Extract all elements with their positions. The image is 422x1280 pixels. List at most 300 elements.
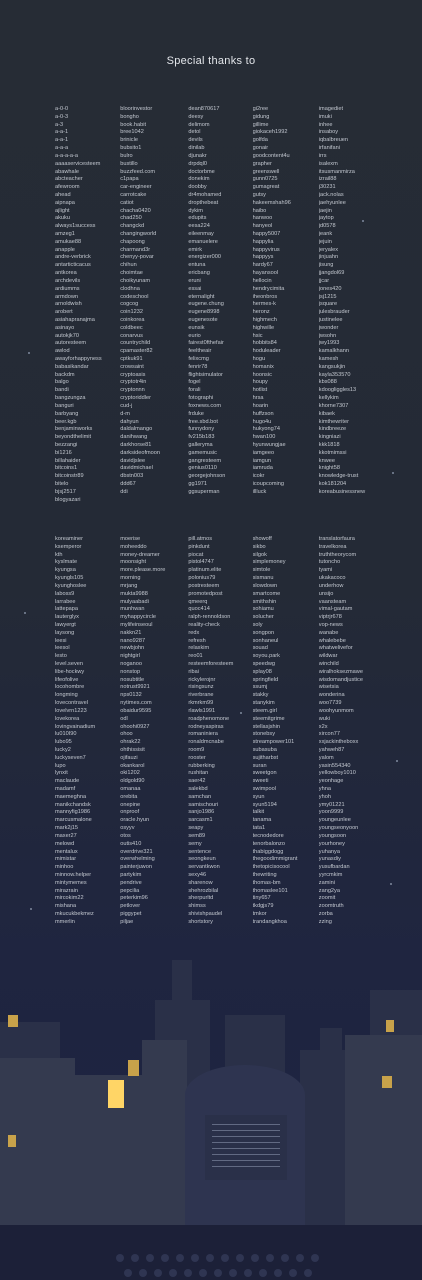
contributor-name: pill.atmos — [188, 536, 212, 542]
contributor-name: relaxkim — [188, 645, 210, 652]
contributor-name: tanama — [252, 817, 272, 824]
contributor-name: emanuelere — [188, 238, 218, 245]
contributor-name: lovelvrn1223 — [55, 707, 87, 714]
contributor-name: stonebsy — [252, 731, 275, 738]
contributor-name: hukyong74 — [252, 426, 280, 433]
contributor-name: soyou.park — [252, 653, 280, 660]
contributor-name: doobby — [188, 184, 207, 191]
contributor-name: mukta9988 — [120, 590, 148, 597]
contributor-name: goodcontent4u — [252, 152, 290, 159]
contributor-name: refresh — [188, 637, 206, 644]
contributor-name: minhoo — [55, 864, 74, 871]
contributor-name: yourhoney — [318, 840, 345, 847]
contributor-name: ymy01221 — [318, 801, 345, 808]
contributor-name: tutoncho — [318, 559, 341, 566]
contributor-name: icokr — [252, 473, 265, 480]
contributor-name: swimpool — [252, 786, 276, 792]
contributor-name: lubo95 — [55, 739, 72, 746]
contributor-name: ohoohi0927 — [120, 723, 150, 730]
contributor-name: abawhale — [55, 168, 79, 175]
contributor-name: reality-check — [188, 621, 220, 628]
contributor-name: more.please.more — [120, 567, 166, 574]
contributor-name: fairest0fthefair — [188, 340, 224, 347]
contributor-name: dbstn003 — [120, 473, 144, 480]
contributor-name: irfanifani — [318, 145, 340, 152]
star-icon — [396, 760, 398, 762]
contributor-name: donekim — [188, 176, 210, 183]
contributor-name: asinayo — [55, 324, 75, 331]
contributor-name: newbjohn — [120, 645, 145, 652]
contributor-name: leesol — [55, 645, 70, 652]
contributor-name: rickylerojnr — [188, 676, 216, 683]
contributor-name: yoon9999 — [318, 809, 344, 816]
contributor-name: sismanu — [252, 575, 274, 582]
contributor-name: daldalmango — [120, 426, 153, 433]
contributor-name: ronaldmcnabe — [188, 739, 224, 746]
contributor-name: dean870617 — [188, 106, 220, 112]
contributor-name: houpy — [252, 379, 268, 386]
contributor-name: speedwg — [252, 661, 276, 667]
contributor-name: happylia — [252, 238, 274, 245]
name-column — [120, 536, 188, 927]
contributor-name: knowledge-trust — [318, 473, 359, 480]
contributor-name: hrsa — [252, 395, 264, 402]
contributor-name: hogu — [252, 356, 266, 362]
contributor-name: gangresteem — [188, 457, 222, 464]
contributor-name: antkorea — [55, 270, 77, 277]
contributor-name: shortstory — [188, 918, 213, 925]
contributor-name: bandi — [55, 387, 69, 394]
contributor-name: saer42 — [188, 778, 206, 785]
contributor-name: stellasjshin — [252, 723, 280, 730]
contributor-name: happy5007 — [252, 231, 281, 237]
contributor-name: maclaude — [55, 778, 80, 785]
contributor-name: danihwang — [120, 434, 148, 441]
contributor-name: irrs — [318, 152, 327, 159]
contributor-name: yeonhage — [318, 778, 344, 785]
contributor-name: youngsoon — [318, 832, 347, 839]
contributor-name: forali — [188, 387, 201, 394]
contributor-name: overdrive321 — [120, 848, 153, 855]
contributor-name: solucher — [252, 614, 274, 621]
contributor-name: yunasdiy — [318, 856, 341, 863]
contributor-name: outis410 — [120, 840, 142, 847]
contributor-name: catiot — [120, 199, 134, 206]
contributor-name: izrail88 — [318, 176, 337, 183]
contributor-name: fogel — [188, 379, 201, 386]
contributor-name: wildwar — [318, 653, 338, 660]
contributor-name: flightsimulator — [188, 371, 223, 378]
contributor-name: mulyaabadi — [120, 598, 149, 605]
contributor-name: underhow — [318, 582, 344, 589]
contributor-name: oki1202 — [120, 770, 140, 777]
contributor-name: bitelo — [55, 481, 69, 487]
star-icon — [28, 352, 30, 354]
contributor-name: suran — [252, 762, 267, 769]
contributor-name: kkotmimssi — [318, 449, 347, 456]
contributor-name: awayforhappyness — [55, 356, 102, 362]
contributor-name: c1papa — [120, 176, 139, 183]
contributor-name: otos — [120, 832, 131, 839]
contributor-name: ddd67 — [120, 481, 136, 487]
contributor-name: thabiggdogg — [252, 848, 284, 855]
name-column — [319, 536, 385, 927]
contributor-name: knight58 — [318, 465, 340, 472]
contributor-name: vaansteam — [318, 598, 347, 605]
contributor-name: lauterglyx — [55, 614, 79, 621]
contributor-name: bulro — [120, 152, 133, 159]
contributor-name: fenrir78 — [188, 363, 208, 370]
contributor-name: wisetsia — [318, 684, 339, 691]
contributor-name: showoff — [252, 536, 272, 542]
contributor-name: ohrak22 — [120, 739, 141, 746]
contributor-name: zzing — [318, 918, 332, 925]
contributor-name: sweetgon — [252, 770, 277, 777]
contributor-name: wuki — [318, 715, 330, 722]
contributor-name: genius0110 — [188, 465, 217, 472]
name-column — [188, 536, 252, 927]
contributor-name: jejuin — [318, 238, 332, 245]
contributor-name: knwee — [318, 457, 335, 464]
contributor-name: wanabe — [318, 629, 339, 636]
contributor-name: darksideofmoon — [120, 449, 161, 456]
contributor-name: oldgold90 — [120, 778, 145, 785]
contributor-name: xxjackintheboxx — [318, 739, 359, 746]
contributor-name: painterjuwon — [120, 864, 152, 871]
contributor-name: highmech — [252, 316, 277, 323]
contributor-name: shimss — [188, 903, 206, 910]
contributor-name: qmeerq — [188, 598, 208, 605]
contributor-name: chacha0420 — [120, 207, 151, 214]
contributor-name: a-a-1 — [55, 129, 69, 136]
contributor-name: steemitgrime — [252, 715, 285, 722]
contributor-name: foxnews.com — [188, 402, 222, 409]
contributor-name: cptkuk91 — [120, 356, 143, 362]
contributor-name: julesbrauder — [318, 309, 350, 316]
contributor-name: nakkn21 — [120, 629, 142, 636]
contributor-name: deesy — [188, 113, 204, 120]
contributor-name: laboss9 — [55, 590, 75, 597]
contributor-name: mylifeinseoul — [120, 621, 153, 628]
city-night-illustration — [0, 940, 422, 1280]
contributor-name: insaboy — [318, 129, 339, 136]
contributor-name: iamruda — [252, 465, 273, 472]
contributor-name: zoomtruth — [318, 903, 344, 910]
contributor-name: carrotcake — [120, 191, 147, 198]
contributor-name: kok181204 — [318, 481, 347, 487]
name-column — [319, 106, 385, 504]
contributor-name: jwonder — [318, 324, 339, 331]
contributor-name: translatorfaura — [318, 536, 355, 542]
contributor-name: yuhanya — [318, 848, 340, 855]
contributor-name: lawyergt — [55, 621, 76, 628]
contributor-name: melowd — [55, 840, 75, 847]
contributor-name: hoonsic — [252, 371, 272, 378]
contributor-name: simtole — [252, 567, 271, 574]
contributor-name: cogcog — [120, 301, 139, 308]
contributor-name: yhoh — [318, 793, 331, 800]
contributor-name: laysong — [55, 629, 75, 636]
contributor-name: mircokim22 — [55, 895, 84, 902]
contributor-name: thegoodimmigrant — [252, 856, 298, 863]
contributor-name: bubsito1 — [120, 145, 142, 152]
contributor-name: coin1232 — [120, 309, 143, 316]
contributor-name: iqbalbreuen — [318, 137, 349, 144]
contributor-name: balgo — [55, 379, 69, 386]
page-title: Special thanks to — [166, 55, 256, 67]
contributor-name: wonderina — [318, 692, 345, 699]
contributor-name: jwsohn — [318, 332, 337, 339]
contributor-name: khorne7307 — [318, 402, 349, 409]
contributor-name: dropthebeat — [188, 199, 219, 206]
contributor-name: justinelee — [318, 316, 343, 323]
contributor-name: bi1216 — [55, 449, 72, 456]
contributor-name: ggsuperman — [188, 488, 220, 495]
contributor-name: fotographi — [188, 395, 214, 402]
contributor-name: grapher — [252, 160, 272, 167]
contributor-name: noganoo — [120, 661, 142, 667]
contributor-name: yusufbardan — [318, 864, 350, 871]
contributor-name: marcusmalone — [55, 817, 92, 824]
contributor-name: platinum.elite — [188, 567, 222, 574]
contributor-name: drpdql0 — [188, 160, 208, 167]
contributor-name: minnow.helper — [55, 871, 92, 878]
contributor-name: feeltheair — [188, 348, 212, 355]
contributor-name: sweeti — [252, 778, 269, 785]
contributor-name: chapoong — [120, 238, 145, 245]
contributor-name: entuna — [188, 262, 206, 269]
contributor-name: truththeorycom — [318, 551, 357, 558]
contributor-name: a-a-a — [55, 145, 69, 152]
contributor-name: sohiamu — [252, 606, 274, 613]
name-column — [253, 536, 319, 927]
contributor-name: vop-news — [318, 621, 343, 628]
contributor-name: stanykim — [252, 700, 275, 707]
contributor-name: whatwelivefor — [318, 645, 353, 652]
contributor-name: youngeunlee — [318, 817, 351, 824]
contributor-name: shehrozbilal — [188, 887, 219, 894]
contributor-name: lifeofolive — [55, 676, 79, 683]
contributor-name: itsusmanmirza — [318, 168, 355, 175]
star-icon — [392, 472, 394, 474]
contributor-name: silgok — [252, 551, 267, 558]
contributor-name: car-engineer — [120, 184, 152, 191]
star-icon — [362, 220, 364, 222]
contributor-name: myhappycircle — [120, 614, 156, 621]
contributor-name: ksemperor — [55, 543, 82, 550]
contributor-name: felixcmg — [188, 356, 209, 362]
contributor-name: level.seven — [55, 661, 83, 667]
contributor-name: reo01 — [188, 653, 203, 660]
contributor-name: ohoo — [120, 731, 133, 738]
contributor-name: money-dreamer — [120, 551, 160, 558]
contributor-name: imagediet — [318, 106, 344, 112]
contributor-name: partykim — [120, 871, 142, 878]
contributor-name: inhee — [318, 121, 333, 128]
contributor-name: essai — [188, 285, 202, 292]
contributor-name: a-a-1 — [55, 137, 69, 144]
contributor-name: thewriting — [252, 871, 277, 878]
contributor-name: barbyang — [55, 410, 79, 417]
contributor-name: mark2j15 — [55, 825, 79, 832]
contributor-name: jaejin — [318, 207, 332, 214]
contributor-name: codeschool — [120, 293, 149, 300]
contributor-name: huffzson — [252, 410, 274, 417]
contributor-name: odl — [120, 715, 128, 722]
contributor-name: streampower101 — [252, 739, 295, 746]
contributor-name: xircon77 — [318, 731, 340, 738]
contributor-name: free.sbd.bot — [188, 418, 218, 425]
contributor-name: promotedpost — [188, 590, 223, 597]
contributor-name: aipnapa — [55, 199, 75, 206]
contributor-name: eruni — [188, 277, 201, 284]
contributor-name: madamf — [55, 786, 76, 792]
contributor-name: koreaminer — [55, 536, 83, 542]
contributor-name: doctorbme — [188, 168, 215, 175]
contributor-name: sherpurltd — [188, 895, 214, 902]
contributor-name: sharenow — [188, 879, 213, 886]
contributor-name: iheonbros — [252, 293, 278, 300]
contributor-name: yalom — [318, 754, 334, 761]
contributor-name: bangzungza — [55, 395, 86, 402]
contributor-name: buzzfeed.com — [120, 168, 156, 175]
contributor-name: autokjk70 — [55, 332, 79, 339]
contributor-name: j30231 — [318, 184, 336, 191]
contributor-name: cryptonnn — [120, 387, 145, 394]
contributor-name: andre-verbrick — [55, 254, 91, 261]
contributor-name: onproof — [120, 809, 140, 816]
contributor-name: larrabee — [55, 598, 76, 605]
contributor-name: banguri — [55, 402, 74, 409]
contributor-name: arobert — [55, 309, 73, 316]
contributor-name: autoresteem — [55, 340, 87, 347]
contributor-name: locohombre — [55, 684, 85, 691]
contributor-name: darkhorse81 — [120, 441, 152, 448]
contributor-name: choimtae — [120, 270, 143, 277]
contributor-name: detol — [188, 129, 201, 136]
contributor-name: akuku — [55, 215, 70, 222]
contributor-name: devils — [188, 137, 203, 144]
contributor-name: roadphenomone — [188, 715, 230, 722]
contributor-name: sexy46 — [188, 871, 207, 878]
contributor-name: kbs088 — [318, 379, 337, 386]
contributor-name: nonstop — [120, 668, 141, 675]
contributor-name: hsic — [252, 332, 263, 339]
contributor-name: jsj1215 — [318, 293, 337, 300]
contributor-name: jaehyunlee — [318, 199, 346, 206]
contributor-name: jinjuahn — [318, 254, 339, 261]
contributor-name: eileenmay — [188, 231, 214, 237]
contributor-name: frduke — [188, 410, 204, 417]
contributor-name: a-a-a-a-a — [55, 152, 79, 159]
contributor-name: davidjslee — [120, 457, 146, 464]
contributor-name: chenyy-povar — [120, 254, 154, 261]
name-column — [55, 106, 120, 504]
contributor-name: a-0-0 — [55, 106, 69, 112]
contributor-name: jjangdol69 — [318, 270, 345, 277]
contributor-name: book.habit — [120, 121, 147, 128]
contributor-name: funnydony — [188, 426, 215, 433]
contributor-name: nps0132 — [120, 692, 142, 699]
contributor-name: ahead — [55, 191, 71, 198]
contributor-name: cpamaster82 — [120, 348, 153, 355]
contributor-name: kingniazi — [318, 434, 341, 441]
contributor-name: awlod — [55, 348, 70, 355]
contributor-name: redx — [188, 629, 200, 636]
contributor-name: jack.nolas — [318, 191, 344, 198]
contributor-name: subasuba — [252, 746, 277, 753]
contributor-name: iamgeeo — [252, 449, 275, 456]
contributor-name: splay08 — [252, 668, 272, 675]
contributor-name: koreabusinessnew — [318, 488, 366, 495]
contributor-name: fv215b183 — [188, 434, 215, 441]
contributor-name: gi2ree — [252, 106, 269, 112]
contributor-name: eurio — [188, 332, 201, 339]
contributor-name: jaytop — [318, 215, 334, 222]
contributor-name: kindbreeze — [318, 426, 347, 433]
contributor-name: vimal-gautam — [318, 606, 353, 613]
contributor-name: steem.girl — [252, 707, 277, 714]
contributor-name: mentalux — [55, 848, 78, 855]
contributor-name: smartcome — [252, 590, 281, 597]
contributor-name: kamesh — [318, 356, 339, 362]
contributor-name: pendrive — [120, 879, 142, 886]
contributor-name: tkdgjs79 — [252, 903, 274, 910]
contributor-name: bustillo — [120, 160, 138, 167]
contributor-name: whalebebe — [318, 637, 346, 644]
contributor-name: sarcasm1 — [188, 817, 213, 824]
contributor-name: pinkdunt — [188, 543, 210, 550]
contributor-name: manikchandsk — [55, 801, 91, 808]
contributor-name: gumagreat — [252, 184, 280, 191]
contributor-name: benjaminworks — [55, 426, 93, 433]
contributor-name: jwy1993 — [318, 340, 340, 347]
contributor-name: lucky2 — [55, 746, 71, 753]
contributor-name: talkit — [252, 809, 265, 816]
contributor-name: lesto — [55, 653, 67, 660]
contributor-name: hayansool — [252, 270, 279, 277]
contributor-name: syun5194 — [252, 801, 277, 808]
contributor-name: gamemusic — [188, 449, 217, 456]
contributor-name: coinkorea — [120, 316, 145, 323]
contributor-name: amukae88 — [55, 238, 82, 245]
contributor-name: peterkim96 — [120, 895, 148, 902]
contributor-name: eesa224 — [188, 223, 210, 230]
contributor-name: choikyunam — [120, 277, 151, 284]
contributor-name: happyvirus — [252, 246, 280, 253]
contributor-name: x2x — [318, 723, 328, 730]
star-icon — [24, 612, 26, 614]
contributor-name: rlawls1991 — [188, 707, 216, 714]
contributor-name: winchild — [318, 661, 339, 667]
contributor-name: jeryalex — [318, 246, 339, 253]
contributor-name: isalexm — [318, 160, 338, 167]
contributor-name: hoarin — [252, 402, 269, 409]
contributor-name: d-m — [120, 410, 130, 417]
contributor-name: ukakacoco — [318, 575, 346, 582]
contributor-name: rushitan — [188, 770, 209, 777]
contributor-name: mmerlin — [55, 918, 75, 925]
contributor-name: yyrcmkim — [318, 871, 343, 878]
contributor-name: longming — [55, 692, 78, 699]
contributor-name: cud-j — [120, 402, 133, 409]
contributor-name: resteemforesteem — [188, 661, 234, 667]
contributor-name: clodhna — [120, 285, 140, 292]
contributor-name: dykim — [188, 207, 203, 214]
contributor-name: eugene8998 — [188, 309, 220, 316]
contributor-name: amzeg1 — [55, 231, 75, 237]
contributor-name: gillime — [252, 121, 269, 128]
